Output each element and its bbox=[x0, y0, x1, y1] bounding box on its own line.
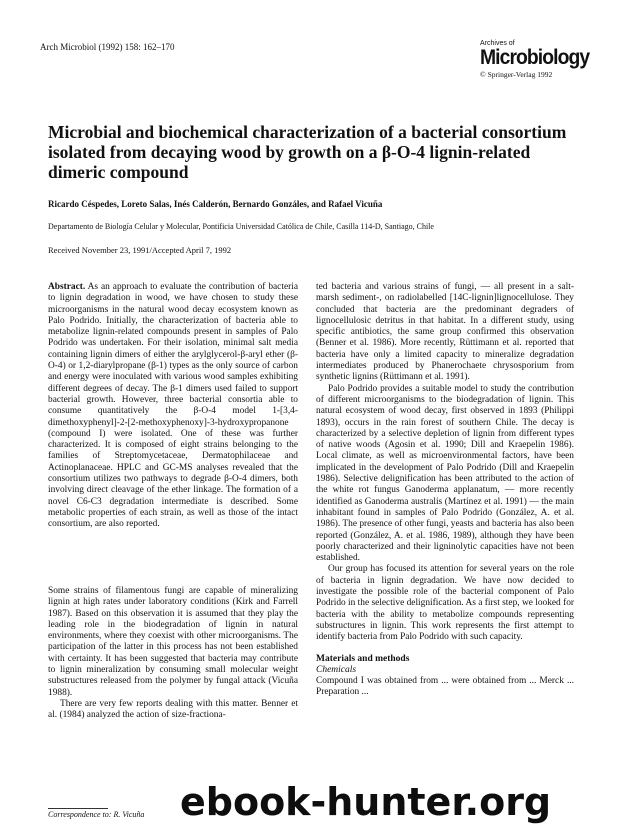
abstract-section bbox=[48, 282, 298, 531]
subsection-heading-chemicals: Chemicals bbox=[316, 664, 357, 675]
article-affiliation: Departamento de Biología Celular y Molecular, Pontificia Universidad Católica de Chile, Casilla 114-D, Santiago, Chile bbox=[48, 222, 434, 231]
journal-small-label: Archives of bbox=[480, 40, 515, 47]
introduction-section bbox=[48, 586, 298, 722]
watermark-text: ebook-hunter.org bbox=[180, 780, 552, 824]
copyright-notice: © Springer-Verlag 1992 bbox=[480, 70, 553, 79]
section-heading-materials: Materials and methods bbox=[316, 653, 410, 664]
right-paragraph-3: Our group has focused its attention for several years on the role of bacteria in lignin degradation. We have now decided to investigate the possible role of the bacterial component of Palo Podrido in the selective delignification. As a first step, we looked for bacteria with the ability to metabolize compounds representing substructures in lignin. This work represents the first attempt to identify bacteria from Palo Podrido with such capacity. bbox=[316, 564, 575, 643]
article-received-dates: Received November 23, 1991/Accepted April 7, 1992 bbox=[48, 245, 232, 255]
right-paragraph-2: Palo Podrido provides a suitable model to study the contribution of different microorganisms to the biodegradation of lignin. This natural ecosystem of wood decay, first observed in 1893 (Philippi 1893), occurs in the rain forest of southern Chile. The decay is characterized by a selective depletion of lignin from different types of native woods (Agosin et al. 1990; Dill and Kraepelin 1986). Local climate, as well as microenvironmental factors, have been implicated in the development of Palo Podrido (Dill and Kraepelin 1986). Selective delignification has been attributed to the action of the white rot fungus Ganoderma applanatum, — more recently identified as Ganoderma australis (Martínez et al. 1991) — the main inhabitant found in samples of Palo Podrido (González, A. et al. 1986). The presence of other fungi, yeasts and bacteria has also been reported (González, A. et al. 1986, 1989), although they have been poorly characterized and their ligninolytic capacities have not been established. bbox=[316, 383, 574, 564]
right-column bbox=[316, 282, 574, 699]
article-title: Microbial and biochemical characterization of a bacterial consortium isolated from decaying wood by growth on a β-O-4 lignin-related dimeric compound bbox=[48, 122, 567, 182]
footnote-rule bbox=[48, 808, 108, 809]
journal-name-logo: Microbiology bbox=[480, 46, 590, 69]
right-paragraph-1: ted bacteria and various strains of fungi, — all present in a salt-marsh sediment-, on radiolabelled [14C-lignin]lignocellulose. They concluded that bacteria are the predominant degraders of lignocellulosic detritus in that habitat. In a different study, using specific antibiotics, the same group confirmed this observation (Benner et al. 1986). More recently, Rüttimann et al. reported that bacteria have only a limited capacity to mineralize degradation intermediates produced by Phanerochaete chrysosporium from synthetic lignins (Rüttimann et al. 1991). bbox=[316, 282, 574, 383]
abstract-label: Abstract. bbox=[48, 282, 86, 292]
right-last-line: Compound I was obtained from ... were obtained from ... Merck ... Preparation ... bbox=[316, 676, 574, 698]
intro-paragraph-2: There are very few reports dealing with this matter. Benner et al. (1984) analyzed the action of size-fractiona- bbox=[48, 698, 298, 721]
journal-logo-block bbox=[480, 40, 590, 79]
abstract-text: As an approach to evaluate the contribution of bacteria to lignin degradation in wood, we have chosen to study these microorganisms in the natural wood decay ecosystem known as Palo Podrido. Initially, the characterization of bacteria able to metabolize lignin-related compounds present in samples of Palo Podrido was undertaken. For their isolation, minimal salt media containing lignin dimers of either the arylglycerol-β-aryl ether (β-O-4) or 1,2-diarylpropane (β-1) types as the only source of carbon and energy were inoculated with various wood samples exhibiting different degrees of decay. The β-1 dimers used failed to support bacterial growth. However, three bacterial consortia able to consume quantitatively the β-O-4 model 1-[3,4-dimethoxyphenyl]-2-[2-methoxyphenoxy]-3-hydroxypropanone (compound I) were isolated. One of these was further characterized. It is composed of eight strains belonging to the families of Streptomycetaceae, Dermatophilaceae and Actinoplanaceae. HPLC and GC-MS analyses revealed that the consortium utilizes two pathways to degrade β-O-4 dimers, both involving direct cleavage of the ether linkage. The formation of a novel C6-C3 degradation intermediate is described. Some metabolic properties of each strain, as well as those of the intact consortium, are also reported. bbox=[48, 282, 298, 530]
journal-citation: Arch Microbiol (1992) 158: 162–170 bbox=[40, 42, 175, 52]
intro-paragraph-1: Some strains of filamentous fungi are capable of mineralizing lignin at high rates under laboratory conditions (Kirk and Farrell 1987). Based on this observation it is assumed that they play the leading role in the biodegradation of lignin in natural environments, where they coexist with other microorganisms. The participation of the latter in this process has not been established with certainty. It has been suggested that bacteria may contribute to lignin mineralization by consuming small molecular weight substructures released from the polymer by fungal attack (Vicuña 1988). bbox=[48, 586, 298, 698]
article-authors: Ricardo Céspedes, Loreto Salas, Inés Calderón, Bernardo Gonzáles, and Rafael Vicuña bbox=[48, 199, 383, 209]
correspondence-footnote: Correspondence to: R. Vicuña bbox=[48, 810, 145, 819]
